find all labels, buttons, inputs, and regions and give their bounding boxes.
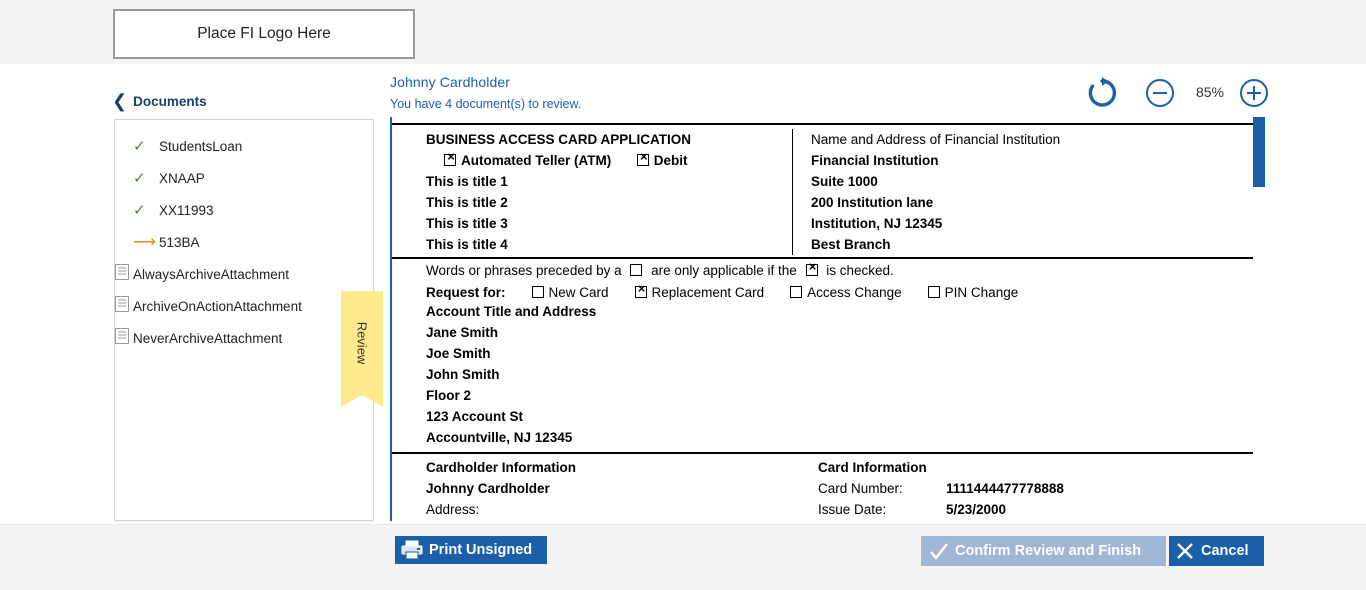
printer-icon <box>401 540 423 560</box>
list-item[interactable] <box>115 130 373 162</box>
checkbox-pin-change[interactable] <box>928 286 940 298</box>
account-heading: Account Title and Address <box>426 304 597 319</box>
applicable-note-post: is checked. <box>826 263 894 278</box>
logo-placeholder <box>113 9 415 59</box>
footer-bar <box>0 524 1366 590</box>
card-type-row <box>426 150 792 171</box>
request-option-replacement-card[interactable] <box>635 285 765 300</box>
list-item[interactable] <box>115 290 373 322</box>
fi-line-2: Suite 1000 <box>811 174 878 189</box>
request-option-pin-change[interactable] <box>928 285 1019 300</box>
checkbox-access-change[interactable] <box>790 286 802 298</box>
document-page <box>392 123 1260 541</box>
applicable-note <box>392 257 1260 282</box>
documents-back-button[interactable] <box>112 92 207 110</box>
cancel-button[interactable] <box>1169 536 1264 566</box>
card-info-value: 5/23/2000 <box>946 502 1007 517</box>
document-header-section <box>392 123 1260 257</box>
card-info-row <box>818 478 1260 499</box>
checkbox-atm[interactable] <box>444 154 456 166</box>
documents-list-panel <box>114 119 374 521</box>
review-tab-label: Review <box>354 321 370 365</box>
cardholder-heading: Cardholder Information <box>426 460 577 475</box>
fi-line-3: 200 Institution lane <box>811 195 934 210</box>
check-icon: ✓ <box>133 202 146 219</box>
card-info-row <box>818 499 1260 520</box>
account-line-4: Floor 2 <box>426 388 472 403</box>
account-line-5: 123 Account St <box>426 409 524 424</box>
user-name: Johnny Cardholder <box>390 74 510 90</box>
request-for-label: Request for: <box>426 285 506 300</box>
document-viewer[interactable] <box>390 117 1260 521</box>
card-type-label-atm: Automated Teller (ATM) <box>461 153 612 168</box>
print-unsigned-button[interactable] <box>395 536 547 564</box>
request-option-label: New Card <box>548 285 609 300</box>
account-line-6: Accountville, NJ 12345 <box>426 430 573 445</box>
chevron-left-icon: ❮ <box>112 91 128 111</box>
fi-line-1: Financial Institution <box>811 153 939 168</box>
account-line-2: Joe Smith <box>426 346 491 361</box>
list-item-label: StudentsLoan <box>159 138 243 154</box>
card-type-label-debit: Debit <box>653 153 688 168</box>
document-title: BUSINESS ACCESS CARD APPLICATION <box>426 132 692 147</box>
cardholder-address-label: Address: <box>426 502 480 517</box>
checkbox-sample-checked <box>806 264 818 276</box>
close-icon <box>1175 541 1195 561</box>
request-option-label: PIN Change <box>944 285 1019 300</box>
list-item[interactable] <box>115 322 373 354</box>
logo-placeholder-text: Place FI Logo Here <box>197 25 331 42</box>
fi-line-5: Best Branch <box>811 237 891 252</box>
check-icon: ✓ <box>133 170 146 187</box>
list-item-label: ArchiveOnActionAttachment <box>133 298 302 314</box>
zoom-in-button[interactable] <box>1240 79 1268 107</box>
list-item-label: XX11993 <box>159 202 214 218</box>
card-info-value: 1111444477778888 <box>946 481 1064 496</box>
review-tab[interactable] <box>341 291 383 395</box>
confirm-review-label: Confirm Review and Finish <box>955 543 1142 559</box>
app-header <box>0 0 1366 65</box>
document-title-line-3: This is title 3 <box>426 216 508 231</box>
account-line-1: Jane Smith <box>426 325 499 340</box>
arrow-right-icon: ⟶ <box>133 234 156 251</box>
cancel-label: Cancel <box>1201 543 1249 559</box>
check-icon <box>929 541 949 561</box>
list-item-label: AlwaysArchiveAttachment <box>133 266 290 282</box>
check-icon: ✓ <box>133 138 146 155</box>
list-item-label: XNAAP <box>159 170 205 186</box>
fi-heading: Name and Address of Financial Institution <box>811 132 1061 147</box>
checkbox-debit[interactable] <box>637 154 649 166</box>
fi-line-4: Institution, NJ 12345 <box>811 216 943 231</box>
request-option-new-card[interactable] <box>532 285 609 300</box>
checkbox-replacement-card[interactable] <box>635 286 647 298</box>
page-icon <box>115 328 141 344</box>
card-info-label: Card Number: <box>818 481 903 496</box>
card-information-heading: Card Information <box>818 460 927 475</box>
request-option-access-change[interactable] <box>790 285 902 300</box>
checkbox-new-card[interactable] <box>532 286 544 298</box>
list-item[interactable] <box>115 194 373 226</box>
list-item-label: 513BA <box>159 234 200 250</box>
print-unsigned-label: Print Unsigned <box>429 542 533 558</box>
documents-to-review-text: You have 4 document(s) to review. <box>390 97 582 111</box>
request-for-row <box>392 282 1260 301</box>
refresh-icon[interactable] <box>1085 76 1119 110</box>
list-item[interactable] <box>115 162 373 194</box>
account-line-3: John Smith <box>426 367 500 382</box>
zoom-level: 85% <box>1195 84 1225 100</box>
account-block <box>392 301 1260 448</box>
document-title-line-1: This is title 1 <box>426 174 508 189</box>
page-icon <box>115 296 141 312</box>
applicable-note-pre: Words or phrases preceded by a <box>426 263 622 278</box>
cardholder-name: Johnny Cardholder <box>426 481 550 496</box>
checkbox-sample-empty <box>630 264 642 276</box>
request-option-label: Replacement Card <box>651 285 765 300</box>
list-item[interactable] <box>115 226 373 258</box>
request-option-label: Access Change <box>807 285 902 300</box>
zoom-out-button[interactable] <box>1146 79 1174 107</box>
applicable-note-mid: are only applicable if the <box>651 263 797 278</box>
card-info-label: Issue Date: <box>818 502 887 517</box>
page-icon <box>115 264 141 280</box>
list-item-label: NeverArchiveAttachment <box>133 330 283 346</box>
list-item[interactable] <box>115 258 373 290</box>
documents-back-label: Documents <box>133 93 207 109</box>
document-title-line-4: This is title 4 <box>426 237 508 252</box>
confirm-review-button[interactable] <box>921 536 1166 566</box>
viewer-scrollbar-thumb[interactable] <box>1253 117 1265 187</box>
document-title-line-2: This is title 2 <box>426 195 508 210</box>
